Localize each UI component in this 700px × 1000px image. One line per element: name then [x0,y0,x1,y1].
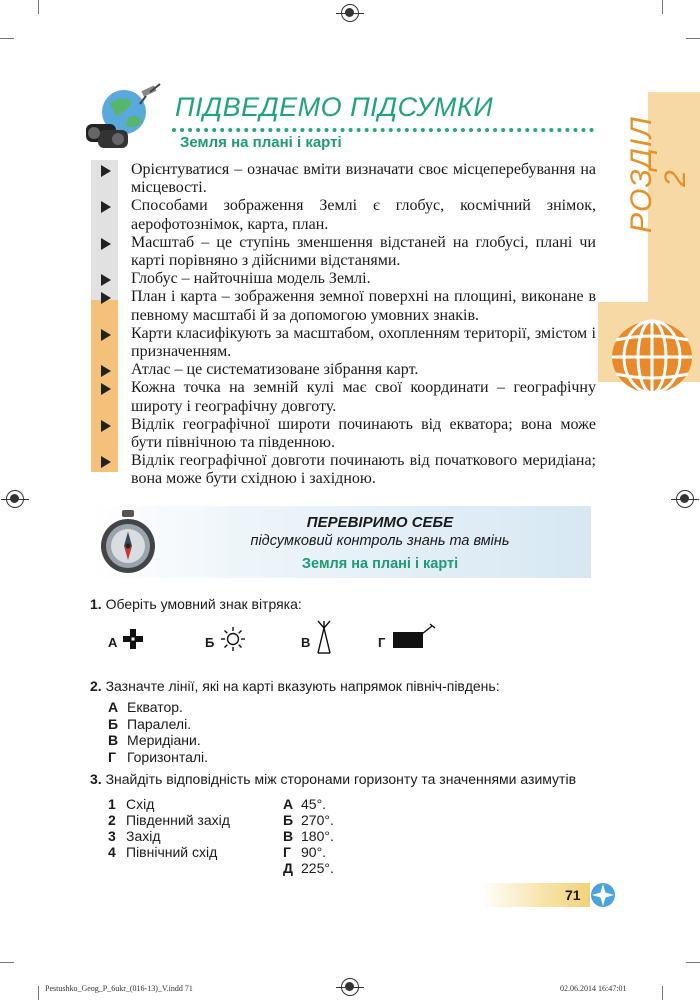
match-item: Б 270°. [283,812,334,828]
summary-topic: Земля на плані і карті [180,134,342,151]
list-item: Глобус – найточніша модель Землі. [91,270,596,288]
list-item: Способами зображення Землі є глобус, космічний знімок, аерофотознімок, карта, план. [91,197,596,233]
globe-icon [606,318,692,396]
match-item: 2 Південний захід [108,812,230,828]
question-1: 1. Оберіть умовний знак вітряка: [90,596,302,612]
crop-mark-right-bottom [686,962,700,963]
registration-mark-right [676,490,694,508]
crop-mark-left-bottom [0,962,14,963]
triangle-bullet-icon [101,292,111,304]
triangle-bullet-icon [101,420,111,432]
list-item: Масштаб – це ступінь зменшення відстаней на глобусі, плані чи карті порівняно з дійсними відстанями. [91,234,596,270]
check-title: ПЕРЕВІРИМО СЕБЕ [306,514,454,531]
compass-star-icon [590,882,616,908]
answer-option: Г Горизонталі. [108,748,209,765]
match-item: А 45°. [283,796,327,812]
summary-list [91,161,596,489]
triangle-bullet-icon [101,274,111,286]
triangle-bullet-icon [101,201,111,213]
crop-mark-bottom-left [38,986,39,1000]
windmill-mast-symbol-icon [315,620,333,654]
match-item: Д 225°. [283,860,334,876]
triangle-bullet-icon [101,383,111,395]
option-b-letter: Б [205,635,215,650]
question-3: 3. Знайдіть відповідність між сторонами горизонту та значеннями азимутів [90,771,576,787]
question-2-answers [108,699,208,765]
question-3-azimuths [283,796,334,876]
page-number: 71 [565,887,581,903]
crop-mark-top-left [38,0,39,14]
registration-mark-left [6,490,24,508]
option-g-letter: Г [378,635,386,650]
crop-mark-bottom-right [662,986,663,1000]
footer-timestamp: 02.06.2014 16:47:01 [560,984,627,993]
section-title: ПІДВЕДЕМО ПІДСУМКИ [175,92,494,122]
registration-mark-bottom [341,978,359,996]
crop-mark-top-right [662,0,663,14]
stopwatch-icon [92,510,164,576]
answer-option: В Меридіани. [108,732,201,748]
list-item: План і карта – зображення земної поверхні на площині, виконане в певному масштабі й за допомогою умовних знаків. [91,288,596,324]
list-item: Кожна точка на земній кулі має свої координати – географічну широту і географічну довготу. [91,379,596,415]
factory-symbol-icon [392,622,436,650]
triangle-bullet-icon [101,456,111,468]
answer-option: Б Паралелі. [108,715,192,732]
question-3-directions [108,796,230,860]
triangle-bullet-icon [101,329,111,341]
match-item: 4 Північний схід [108,844,218,860]
registration-mark-top [341,4,359,22]
sun-symbol-icon [220,626,246,652]
match-item: В 180°. [283,828,334,844]
check-topic: Земля на плані і карті [301,556,459,572]
match-item: Г 90°. [283,844,327,860]
windmill-cross-symbol-icon [122,628,144,650]
list-item: Карти класифікують за масштабом, охопленням території, змістом і призначенням. [91,325,596,361]
section-tab-label: РОЗДІЛ 2 [625,116,692,233]
list-item: Відлік географічної широти починають від екватора; вона може бути північною та південною. [91,416,596,452]
list-item: Відлік географічної довготи починають від початкового меридіана; вона може бути східною і західною. [91,452,596,488]
option-a-letter: А [108,635,118,650]
list-item: Орієнтуватися – означає вміти визначати своє місцеперебування на місцевості. [91,161,596,197]
footer-file-slug: Pestushko_Geog_P_6ukr_(016-13)_V.indd 71 [45,984,193,993]
triangle-bullet-icon [101,165,111,177]
crop-mark-left-top [0,38,14,39]
crop-mark-right-top [686,38,700,39]
option-v-letter: В [301,635,311,650]
triangle-bullet-icon [101,238,111,250]
question-2: 2. Зазначте лінії, які на карті вказують напрямок північ-південь: [90,678,500,694]
satellite-globe-icon [80,82,172,154]
match-item: 3 Захід [108,828,161,844]
answer-option: А Екватор. [108,699,183,715]
check-subtitle: підсумковий контроль знань та вмінь [250,533,510,549]
title-underline [172,128,594,132]
triangle-bullet-icon [101,365,111,377]
list-item: Атлас – це систематизоване зібрання карт. [91,361,596,379]
match-item: 1 Схід [108,796,155,812]
